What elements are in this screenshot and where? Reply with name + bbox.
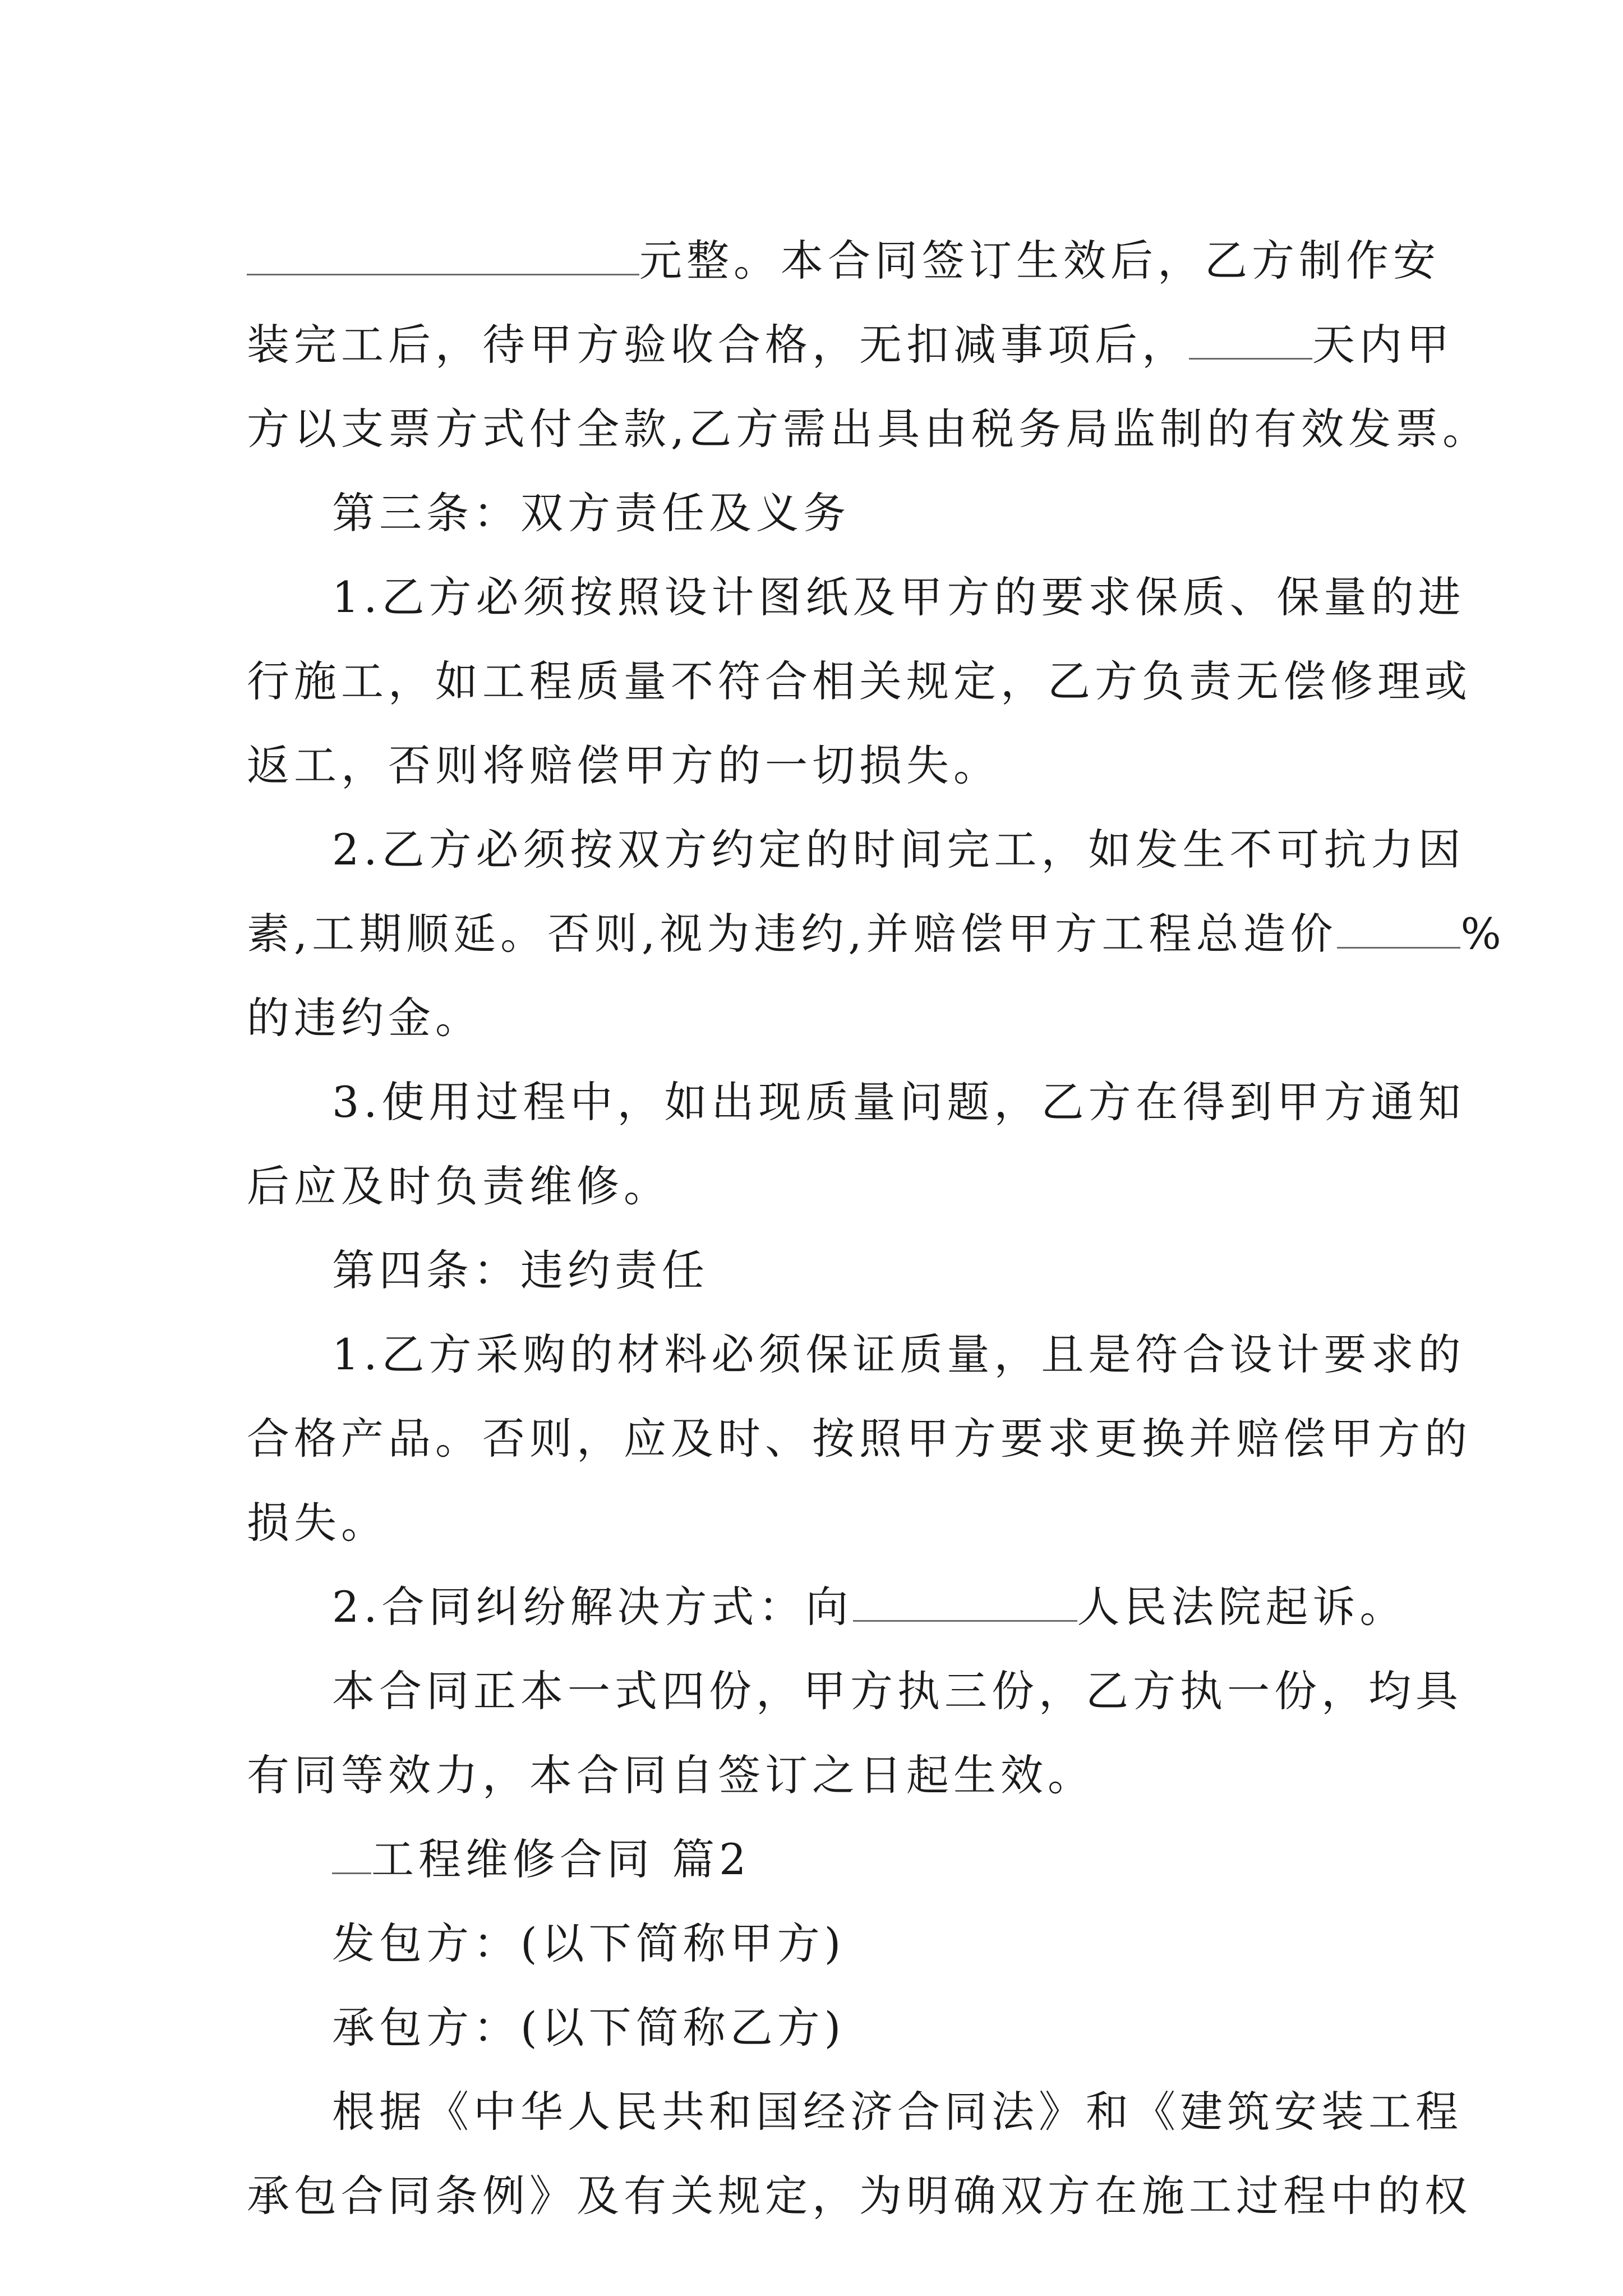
text-line: 根据《中华人民共和国经济合同法》和《建筑安装工程	[332, 2087, 1463, 2137]
text-line: 本合同正本一式四份，甲方执三份，乙方执一份，均具	[332, 1666, 1463, 1716]
text-line: 2.乙方必须按双方约定的时间完工，如发生不可抗力因	[332, 825, 1465, 875]
document-page	[247, 219, 1506, 2238]
title-blank	[332, 1833, 371, 1874]
court-blank	[853, 1581, 1077, 1622]
text-line: 1.乙方采购的材料必须保证质量，且是符合设计要求的	[332, 1329, 1465, 1379]
text-line: 元整。本合同签订生效后，乙方制作安	[247, 219, 1402, 303]
text-line: 装完工后，待甲方验收合格，无扣减事项后， 天内甲	[247, 320, 1454, 370]
text-line: 行施工，如工程质量不符合相关规定，乙方负责无偿修理或	[247, 656, 1472, 706]
section-title: 工程维修合同 篇2	[247, 1818, 1402, 1902]
text-line: 的违约金。	[247, 993, 482, 1043]
text-line: 发包方：(以下简称甲方)	[332, 1918, 846, 1968]
text-line: 损失。	[247, 1498, 388, 1548]
article-heading: 第四条：违约责任	[332, 1245, 709, 1295]
amount-blank	[247, 234, 639, 275]
days-blank	[1189, 319, 1312, 360]
text-line: 承包方：(以下简称乙方)	[332, 2003, 846, 2053]
text-line: 返工，否则将赔偿甲方的一切损失。	[247, 740, 1000, 790]
text-line: 承包合同条例》及有关规定，为明确双方在施工过程中的权	[247, 2171, 1472, 2221]
percent-blank	[1337, 908, 1460, 949]
text-line: 素,工期顺延。否则,视为违约,并赔偿甲方工程总造价 %	[247, 909, 1506, 959]
text-line: 合格产品。否则，应及时、按照甲方要求更换并赔偿甲方的	[247, 1414, 1472, 1464]
text-line: 2.合同纠纷解决方式：向 人民法院起诉。	[332, 1582, 1407, 1632]
text-line: 有同等效力，本合同自签订之日起生效。	[247, 1750, 1095, 1800]
text-line: 方以支票方式付全款,乙方需出具由税务局监制的有效发票。	[247, 404, 1490, 454]
article-heading: 第三条：双方责任及义务	[332, 488, 850, 538]
text-line: 1.乙方必须按照设计图纸及甲方的要求保质、保量的进	[332, 572, 1465, 622]
text-line: 3.使用过程中，如出现质量问题，乙方在得到甲方通知	[332, 1077, 1465, 1127]
text-line: 后应及时负责维修。	[247, 1161, 671, 1211]
